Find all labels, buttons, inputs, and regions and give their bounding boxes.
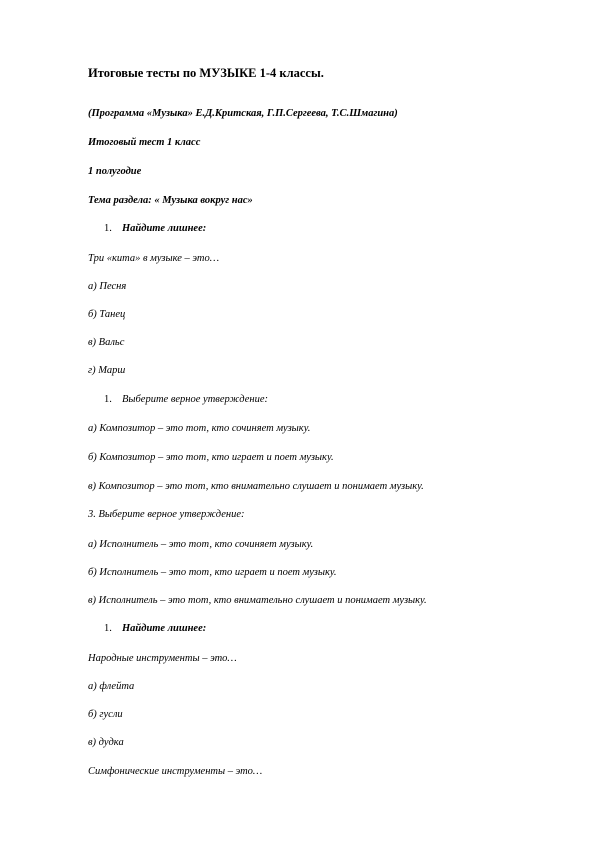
question-4-lead: Народные инструменты – это… xyxy=(88,653,237,664)
question-1-option-c: в) Вальс xyxy=(88,337,125,348)
test-title: Итоговый тест 1 класс xyxy=(88,137,201,148)
question-4-text: Найдите лишнее: xyxy=(122,623,207,634)
document-title: Итоговые тесты по МУЗЫКЕ 1-4 классы. xyxy=(88,66,324,80)
program-line: (Программа «Музыка» Е.Д.Критская, Г.П.Сергеева, Т.С.Шмагина) xyxy=(88,108,398,119)
question-4-number: 1. xyxy=(104,623,112,634)
question-2-number: 1. xyxy=(104,394,112,405)
question-1-option-a: а) Песня xyxy=(88,281,127,292)
question-3-option-a: а) Исполнитель – это тот, кто сочиняет музыку. xyxy=(88,539,314,550)
question-1-text: Найдите лишнее: xyxy=(122,223,207,234)
question-4-prompt xyxy=(104,622,206,635)
question-2-prompt xyxy=(104,393,268,406)
question-4-lead-2: Симфонические инструменты – это… xyxy=(88,766,263,777)
question-3-option-b: б) Исполнитель – это тот, кто играет и поет музыку. xyxy=(88,567,337,578)
question-2-option-c: в) Композитор – это тот, кто внимательно слушает и понимает музыку. xyxy=(88,481,424,492)
question-2-option-b: б) Композитор – это тот, кто играет и поет музыку. xyxy=(88,452,334,463)
question-3-option-c: в) Исполнитель – это тот, кто внимательно слушает и понимает музыку. xyxy=(88,595,427,606)
half-year-label: 1 полугодие xyxy=(88,166,142,177)
question-3-prompt: 3. Выберите верное утверждение: xyxy=(88,509,245,520)
question-4-option-c: в) дудка xyxy=(88,737,124,748)
question-2-option-a: а) Композитор – это тот, кто сочиняет музыку. xyxy=(88,423,311,434)
question-1-prompt xyxy=(104,222,206,235)
question-4-option-a: а) флейта xyxy=(88,681,135,692)
section-title: Тема раздела: « Музыка вокруг нас» xyxy=(88,195,253,206)
question-2-text: Выберите верное утверждение: xyxy=(122,394,268,405)
question-1-option-b: б) Танец xyxy=(88,309,126,320)
question-1-number: 1. xyxy=(104,223,112,234)
question-1-option-d: г) Марш xyxy=(88,365,126,376)
question-4-option-b: б) гусли xyxy=(88,709,123,720)
question-1-lead: Три «кита» в музыке – это… xyxy=(88,253,220,264)
